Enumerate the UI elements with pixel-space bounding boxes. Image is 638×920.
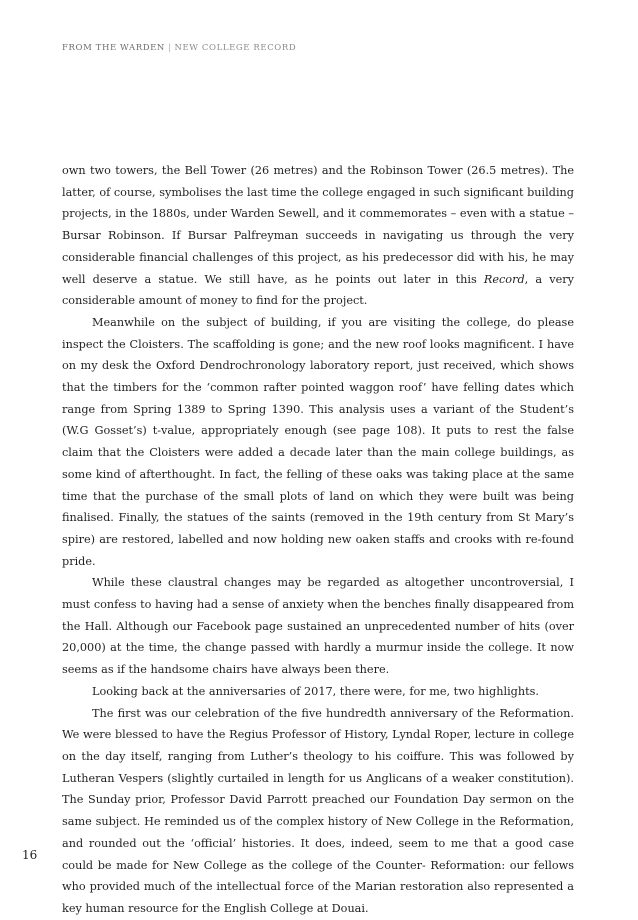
paragraph-anniversaries: Looking back at the anniversaries of 2017, there were, for me, two highlights.	[92, 684, 539, 698]
running-head-publication: NEW COLLEGE RECORD	[174, 43, 297, 53]
running-head-section: FROM THE WARDEN	[62, 43, 165, 53]
body-text	[62, 160, 574, 920]
paragraph-benches: While these claustral changes may be regarded as altogether uncontroversial, I must confess to having had a sense of anxiety when the benches finally disappeared from the Hall. Although our Facebook page sustained an unprecedented number of hits (over 20,000) at the time, the change passed with hardly a murmur inside the college. It now seems as if the handsome chairs have always been there.	[62, 576, 574, 677]
record-italic: Record	[483, 272, 525, 286]
running-head	[62, 43, 296, 53]
running-head-separator: |	[167, 43, 172, 53]
paragraph-cloisters: Meanwhile on the subject of building, if you are visiting the college, do please inspect the Cloisters. The scaffolding is gone; and the new roof looks magnificent. I have on my desk the Oxford Dendrochronology laboratory report, just received, which shows that the timbers for the ‘common rafter pointed waggon roof’ have felling dates which range from Spring 1389 to Spring 1390. This analysis uses a variant of the Student’s (W.G Gosset’s) t-value, appropriately enough (see page 108). It puts to rest the false claim that the Cloisters were added a decade later than the main college buildings, as some kind of afterthought. In fact, the felling of these oaks was taking place at the same time that the purchase of the small plots of land on which they were built was being finalised. Finally, the statues of the saints (removed in the 19th century from St Mary’s spire) are restored, labelled and now holding new oaken staffs and crooks with re-found pride.	[62, 315, 574, 568]
page-number: 16	[22, 848, 38, 862]
paragraph-towers	[62, 160, 574, 312]
paragraph-towers-text: own two towers, the Bell Tower (26 metres) and the Robinson Tower (26.5 metres). The latter, of course, symbolises the last time the college engaged in such significant building projects, in the 1880s, under Warden Sewell, and it commemorates – even with a statue – Bursar Robinson. If Bursar Palfreyman succeeds in navigating us through the very considerable financial challenges of this project, as his predecessor did with his, he may well deserve a statue. We still have, as he points out later in this	[62, 164, 574, 286]
paragraph-reformation: The first was our celebration of the five hundredth anniversary of the Reformation. We were blessed to have the Regius Professor of History, Lyndal Roper, lecture in college on the day itself, ranging from Luther’s theology to his coiffure. This was followed by Lutheran Vespers (slightly curtailed in length for us Anglicans of a weaker constitution). The Sunday prior, Professor David Parrott preached our Foundation Day sermon on the same subject. He reminded us of the complex history of New College in the Reformation, and rounded out the ‘official’ histories. It does, indeed, seem to me that a good case could be made for New College as the college of the Counter- Reformation: our fellows who provided much of the intellectual force of the Marian restoration also represented a key human resource for the English College at Douai.	[62, 706, 574, 915]
paragraph-towers-text-end: , a very considerable amount of money to find for the project.	[62, 272, 574, 308]
